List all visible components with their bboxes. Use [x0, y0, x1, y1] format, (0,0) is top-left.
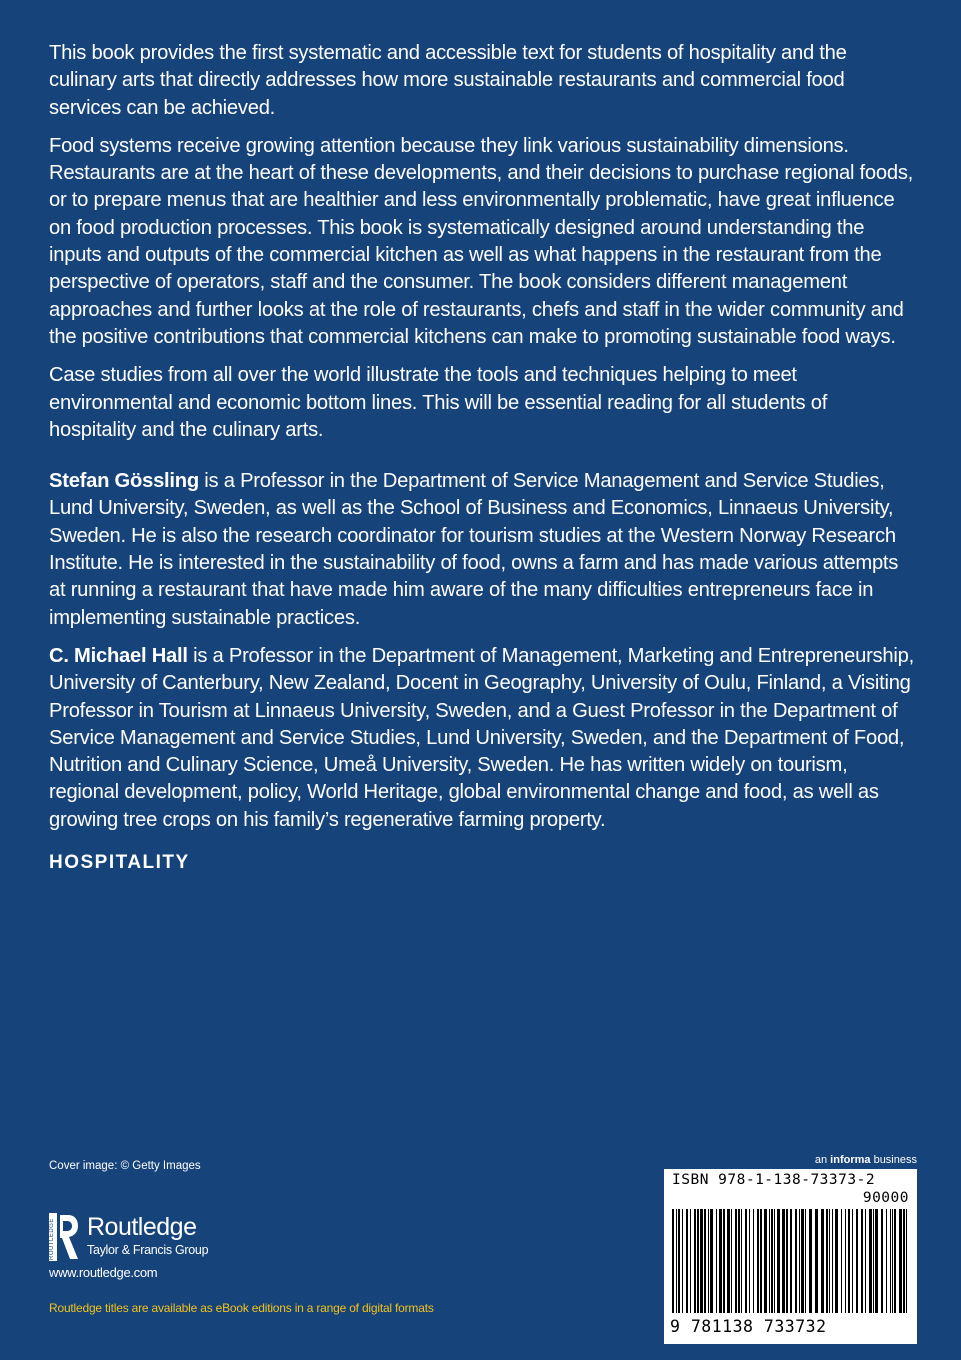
barcode-bar — [886, 1209, 887, 1313]
author-bio-text-2: is a Professor in the Department of Management, Marketing and Entrepreneurship, University of Canterbury, New Zealand, Docent in Geography, University of Oulu, Finland, a Visiting Professor in Tourism at Linnaeus University, Sweden, and a Guest Professor in the Department of Service Management and Service Studies, Lund University, Sweden, and the Department of Food, Nutrition and Culinary Science, Umeå University, Sweden. He has written widely on tourism, regional development, policy, World Heritage, global environmental change and food, as well as growing tree crops on his family’s regenerative farming property. — [49, 644, 914, 831]
barcode-bar — [753, 1209, 754, 1313]
subject-category: HOSPITALITY — [49, 852, 190, 874]
barcode-bar — [856, 1209, 858, 1313]
barcode-bar — [903, 1209, 905, 1313]
barcode-bar — [727, 1209, 730, 1313]
description-paragraph-2: Food systems receive growing attention because they link various sustainability dimensions. Restaurants are at the heart of these developments, and their decisions to purchase regional foods, or to prepare menus that are healthier and less environmentally problematic, have great influence on food production processes. This book is systematically designed around understanding the inputs and outputs of the commercial kitchen as well as what happens in the restaurant from the perspective of operators, staff and the consumer. The book considers different management approaches and further looks at the role of restaurants, chefs and staff in the wider community and the positive contributions that commercial kitchens can make to promoting sustainable food ways. — [49, 134, 914, 348]
barcode-bar — [873, 1209, 874, 1313]
barcode-bar — [782, 1209, 785, 1313]
cover-image-credit: Cover image: © Getty Images — [49, 1160, 201, 1172]
barcode-bar — [731, 1209, 732, 1313]
barcode-bar — [805, 1209, 806, 1313]
barcode-bar — [815, 1209, 818, 1313]
barcode-bar — [890, 1209, 891, 1313]
barcode-bar — [690, 1209, 691, 1313]
publisher-website-link[interactable]: www.routledge.com — [49, 1265, 158, 1280]
barcode-bar — [790, 1209, 792, 1313]
isbn-barcode — [664, 1169, 917, 1344]
informa-bold: informa — [830, 1154, 871, 1166]
ebook-note: Routledge titles are available as eBook editions in a range of digital formats — [49, 1301, 434, 1315]
barcode-bar — [716, 1209, 717, 1313]
barcode-bar — [708, 1209, 709, 1313]
barcode-bar — [777, 1209, 780, 1313]
barcode-bar — [771, 1209, 773, 1313]
barcode-bar — [764, 1209, 767, 1313]
barcode-bar — [774, 1209, 775, 1313]
informa-suffix: business — [870, 1154, 917, 1166]
barcode-bar — [826, 1209, 828, 1313]
barcode-bar — [694, 1209, 696, 1313]
barcode-bar — [832, 1209, 833, 1313]
barcode-bar — [741, 1209, 742, 1313]
barcode-bar — [861, 1209, 863, 1313]
barcode-digits: 9 781138 733732 — [670, 1317, 827, 1336]
barcode-bar — [735, 1209, 737, 1313]
barcode-bar — [821, 1209, 824, 1313]
barcode-bar — [682, 1209, 683, 1313]
barcode-bar — [852, 1209, 853, 1313]
barcode-bar — [835, 1209, 838, 1313]
barcode-bar — [676, 1209, 677, 1313]
barcode-bar — [865, 1209, 866, 1313]
barcode-bar — [848, 1209, 850, 1313]
barcode-bar — [786, 1209, 788, 1313]
author-name-1: Stefan Gössling — [49, 470, 199, 493]
barcode-bar — [881, 1209, 883, 1313]
barcode-bar — [678, 1209, 680, 1313]
publisher-name: Routledge — [87, 1213, 197, 1241]
isbn-label: ISBN 978-1-138-73373-2 — [672, 1172, 876, 1188]
barcode-bar — [700, 1209, 703, 1313]
barcode-bar — [757, 1209, 759, 1313]
barcode-bar — [906, 1209, 907, 1313]
routledge-logo — [49, 1213, 279, 1263]
barcode-bar — [875, 1209, 878, 1313]
publisher-group: Taylor & Francis Group — [87, 1243, 209, 1257]
barcode-bar — [769, 1209, 770, 1313]
barcode-bar — [829, 1209, 830, 1313]
logo-vertical-text: ROUTLEDGE — [49, 1218, 55, 1260]
price-code: 90000 — [862, 1190, 909, 1206]
barcode-bar — [795, 1209, 797, 1313]
barcode-bar — [697, 1209, 699, 1313]
barcode-bar — [801, 1209, 804, 1313]
routledge-r-icon — [49, 1213, 79, 1261]
barcode-bar — [892, 1209, 893, 1313]
barcode-bar — [841, 1209, 842, 1313]
barcode-bar — [719, 1209, 722, 1313]
barcode-bar — [710, 1209, 713, 1313]
barcode-bar — [686, 1209, 688, 1313]
barcode-bar — [899, 1209, 902, 1313]
barcode-bar — [749, 1209, 750, 1313]
barcode-bars — [664, 1209, 917, 1321]
barcode-bar — [894, 1209, 896, 1313]
barcode-bar — [745, 1209, 747, 1313]
author-bio-text-1: is a Professor in the Department of Service Management and Service Studies, Lund University, Sweden, as well as the School of Business and Economics, Linnaeus University, Sweden. He is also the research coordinator for tourism studies at the Western Norway Research Institute. He is interested in the sustainability of food, owns a farm and has made various attempts at running a restaurant that have made him aware of the many difficulties entrepreneurs face in implementing sustainable practices. — [49, 470, 899, 629]
description-paragraph-3: Case studies from all over the world illustrate the tools and techniques helping to meet environmental and economic bottom lines. This will be essential reading for all students of hospitality and the culinary arts. — [49, 364, 828, 441]
back-cover-text — [49, 40, 917, 874]
author-bio-1 — [49, 468, 917, 632]
barcode-bar — [845, 1209, 846, 1313]
author-bio-2 — [49, 643, 917, 834]
barcode-bar — [760, 1209, 762, 1313]
barcode-bar — [799, 1209, 800, 1313]
informa-prefix: an — [814, 1154, 831, 1166]
barcode-bar — [704, 1209, 706, 1313]
barcode-bar — [738, 1209, 740, 1313]
description-paragraph-1: This book provides the first systematic and accessible text for students of hospitality and the culinary arts that directly addresses how more sustainable restaurants and commercial food services can be achieved. — [49, 42, 847, 119]
barcode-bar — [723, 1209, 725, 1313]
author-name-2: C. Michael Hall — [49, 644, 188, 667]
barcode-bar — [869, 1209, 872, 1313]
informa-business-tag — [815, 1154, 917, 1166]
barcode-bar — [672, 1209, 674, 1313]
barcode-bar — [809, 1209, 812, 1313]
